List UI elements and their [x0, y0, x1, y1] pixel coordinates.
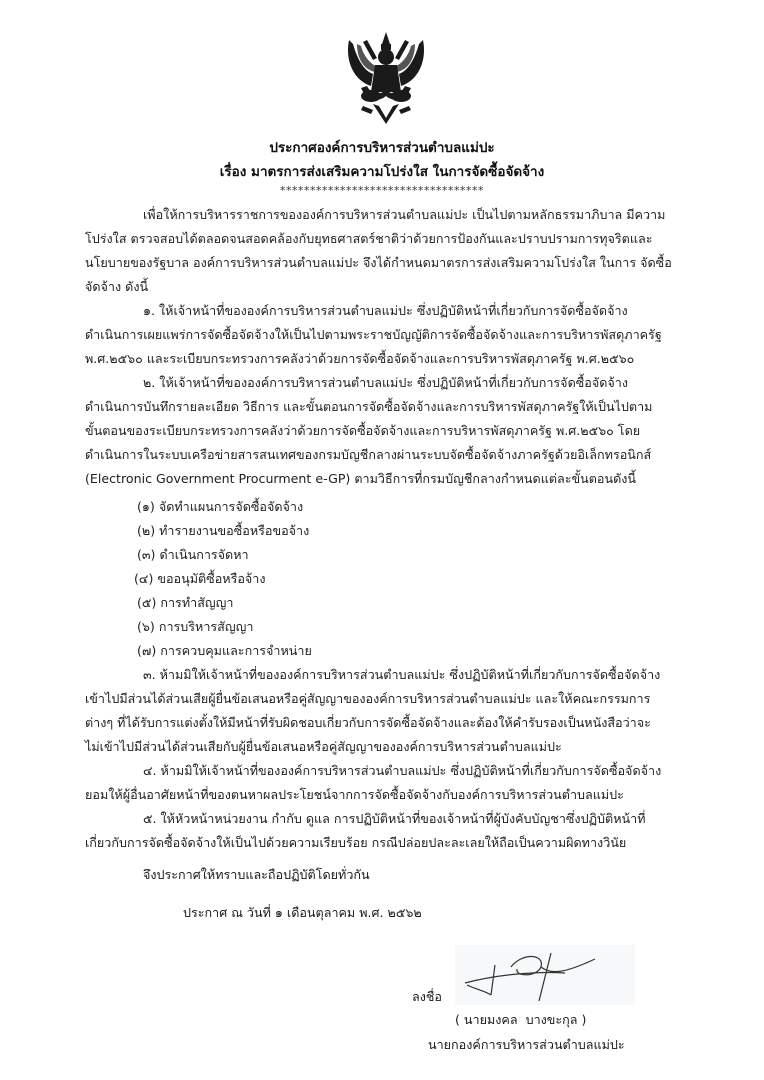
announcement-title: ประกาศองค์การบริหารส่วนตำบลแม่ปะ — [269, 140, 495, 156]
step-item: (๕) การทำสัญญา — [137, 595, 234, 610]
garuda-emblem-icon — [343, 30, 429, 126]
signer-name: ( นายมงคล บางขะกุล ) — [455, 1012, 587, 1027]
item4-line: ยอมให้ผู้อื่นอาศัยหน้าที่ของตนหาผลประโยชน์จากการจัดซื้อจัดจ้างกับองค์การบริหารส่วนตำบลแม่ปะ — [85, 787, 624, 802]
step-item: (๒) ทำรายงานขอซื้อหรือขอจ้าง — [137, 523, 310, 538]
signature-label: ลงชื่อ — [412, 989, 442, 1004]
item2-line: ขั้นตอนของระเบียบกระทรวงการคลังว่าด้วยการจัดซื้อจัดจ้างและการบริหารพัสดุภาครัฐ พ.ศ.๒๕๖๐ โดย — [85, 423, 641, 438]
step-item: (๗) การควบคุมและการจำหน่าย — [137, 643, 312, 658]
step-item: (๓) ดำเนินการจัดหา — [137, 547, 249, 562]
item2-line: ๒. ให้เจ้าหน้าที่ขององค์การบริหารส่วนตำบลแม่ปะ ซึ่งปฏิบัติหน้าที่เกี่ยวกับการจัดซื้อจัดจ้าง — [143, 375, 629, 390]
signer-position: นายกองค์การบริหารส่วนตำบลแม่ปะ — [428, 1037, 625, 1052]
item3-line: ๓. ห้ามมิให้เจ้าหน้าที่ขององค์การบริหารส่วนตำบลแม่ปะ ซึ่งปฏิบัติหน้าที่เกี่ยวกับการจัดซื้อจัดจ้าง — [143, 667, 661, 682]
step-item: (๖) การบริหารสัญญา — [137, 619, 254, 634]
divider: ********************************** — [280, 184, 484, 197]
item2-line: ดำเนินการในระบบเครือข่ายสารสนเทศของกรมบัญชีกลางผ่านระบบจัดซื้อจัดจ้างภาครัฐด้วยอิเล็กทรอนิกส์ — [85, 447, 652, 462]
item3-line: ต่างๆ ที่ได้รับการแต่งตั้งให้มีหน้าที่รับผิดชอบเกี่ยวกับการจัดซื้อจัดจ้างและต้องให้คำรับรองเป็นหนังสือว่าจะ — [85, 715, 651, 730]
item5-line: ๕. ให้หัวหน้าหน่วยงาน กำกับ ดูแล การปฏิบัติหน้าที่ของเจ้าหน้าที่ผู้บังคับบัญชาซึ่งปฏิบัติหน้าที่ — [143, 811, 646, 826]
intro-line: เพื่อให้การบริหารราชการขององค์การบริหารส่วนตำบลแม่ปะ เป็นไปตามหลักธรรมาภิบาล มีความ — [143, 207, 666, 222]
item2-line: (Electronic Government Procurment e-GP) ตามวิธีการที่กรมบัญชีกลางกำหนดแต่ละขั้นตอนดังนี้ — [85, 471, 637, 486]
item5-line: เกี่ยวกับการจัดซื้อจัดจ้างให้เป็นไปด้วยความเรียบร้อย กรณีปล่อยปละละเลยให้ถือเป็นความผิดทางวินัย — [85, 835, 627, 850]
item1-line: พ.ศ.๒๕๖๐ และระเบียบกระทรวงการคลังว่าด้วยการจัดซื้อจัดจ้างและการบริหารพัสดุภาครัฐ พ.ศ.๒๕๖๐ — [85, 351, 635, 366]
announcement-subject: เรื่อง มาตรการส่งเสริมความโปร่งใส ในการจัดซื้อจัดจ้าง — [219, 164, 545, 180]
signature-image — [455, 945, 635, 1005]
item3-line: ไม่เข้าไปมีส่วนได้ส่วนเสียกับผู้ยื่นข้อเสนอหรือคู่สัญญาขององค์การบริหารส่วนตำบลแม่ปะ — [85, 739, 562, 754]
item4-line: ๔. ห้ามมิให้เจ้าหน้าที่ขององค์การบริหารส่วนตำบลแม่ปะ ซึ่งปฏิบัติหน้าที่เกี่ยวกับการจัดซื้อจัดจ้าง — [143, 763, 662, 778]
announcement-date: ประกาศ ณ วันที่ ๑ เดือนตุลาคม พ.ศ. ๒๕๖๒ — [183, 905, 422, 920]
item1-line: ดำเนินการเผยแพร่การจัดซื้อจัดจ้างให้เป็นไปตามพระราชบัญญัติการจัดซื้อจัดจ้างและการบริหารพัสดุภาครัฐ — [85, 327, 662, 342]
step-item: (๔) ขออนุมัติซื้อหรือจ้าง — [134, 571, 266, 586]
item3-line: เข้าไปมีส่วนได้ส่วนเสียผู้ยื่นข้อเสนอหรือคู่สัญญาขององค์การบริหารส่วนตำบลแม่ปะ และให้คณะกรรมการ — [85, 691, 651, 706]
item2-line: ดำเนินการบันทึกรายละเอียด วิธีการ และขั้นตอนการจัดซื้อจัดจ้างและการบริหารพัสดุภาครัฐให้เป็นไปตาม — [85, 399, 653, 414]
step-item: (๑) จัดทำแผนการจัดซื้อจัดจ้าง — [137, 499, 304, 514]
closing-announcement: จึงประกาศให้ทราบและถือปฏิบัติโดยทั่วกัน — [143, 867, 370, 882]
intro-line: จัดจ้าง ดังนี้ — [85, 279, 149, 294]
intro-line: นโยบายของรัฐบาล องค์การบริหารส่วนตำบลแม่ปะ จึงได้กำหนดมาตรการส่งเสริมความโปร่งใส ในการ จัดซื้อ — [85, 255, 672, 270]
intro-line: โปร่งใส ตรวจสอบได้ตลอดจนสอดคล้องกับยุทธศาสตร์ชาติว่าด้วยการป้องกันและปราบปรามการทุจริตและ — [85, 231, 653, 246]
item1-line: ๑. ให้เจ้าหน้าที่ขององค์การบริหารส่วนตำบลแม่ปะ ซึ่งปฏิบัติหน้าที่เกี่ยวกับการจัดซื้อจัดจ้าง — [143, 303, 628, 318]
